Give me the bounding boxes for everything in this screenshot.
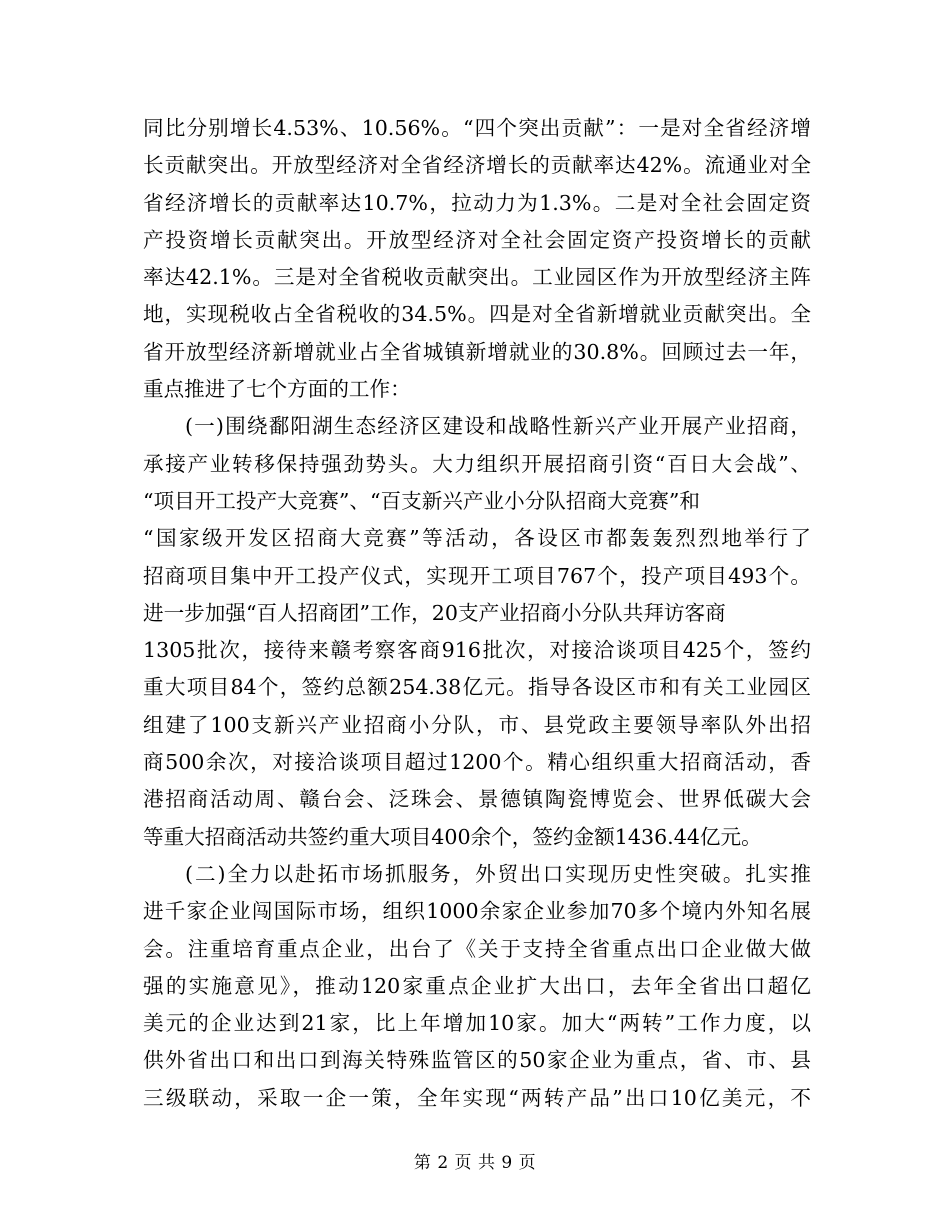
text-line: 招商项目集中开工投产仪式，实现开工项目767个，投产项目493个。 xyxy=(143,563,811,588)
document-body xyxy=(143,110,811,1117)
text-line: 进千家企业闯国际市场，组织1000余家企业参加70多个境内外知名展 xyxy=(143,899,811,924)
text-line: 美元的企业达到21家，比上年增加10家。加大“两转”工作力度，以 xyxy=(143,1011,811,1036)
text-line: 三级联动，采取一企一策，全年实现“两转产品”出口10亿美元，不 xyxy=(143,1085,811,1110)
text-line: 省经济增长的贡献率达10.7%，拉动力为1.3%。二是对全社会固定资 xyxy=(143,190,811,215)
text-line: 省开放型经济新增就业占全省城镇新增就业的30.8%。回顾过去一年， xyxy=(143,339,811,364)
page-number-footer: 第 2 页 共 9 页 xyxy=(413,1153,537,1173)
text-line: 会。注重培育重点企业，出台了《关于支持全省重点出口企业做大做 xyxy=(143,936,811,961)
text-line: 强的实施意见》，推动120家重点企业扩大出口，去年全省出口超亿 xyxy=(143,973,811,998)
text-line: 长贡献突出。开放型经济对全省经济增长的贡献率达42%。流通业对全 xyxy=(143,153,811,178)
text-line: 产投资增长贡献突出。开放型经济对全社会固定资产投资增长的贡献 xyxy=(143,227,811,252)
text-line: (一)围绕鄱阳湖生态经济区建设和战略性新兴产业开展产业招商， xyxy=(185,414,811,439)
text-line: 等重大招商活动共签约重大项目400余个，签约金额1436.44亿元。 xyxy=(143,824,762,849)
text-line: 重大项目84个，签约总额254.38亿元。指导各设区市和有关工业园区 xyxy=(143,675,811,700)
text-line: 组建了100支新兴产业招商小分队，市、县党政主要领导率队外出招 xyxy=(143,712,811,737)
text-line: 率达42.1%。三是对全省税收贡献突出。工业园区作为开放型经济主阵 xyxy=(143,265,811,290)
text-line: “项目开工投产大竞赛”、“百支新兴产业小分队招商大竞赛”和 xyxy=(143,488,700,513)
text-line: “国家级开发区招商大竞赛”等活动，各设区市都轰轰烈烈地举行了 xyxy=(143,526,811,551)
text-line: 港招商活动周、赣台会、泛珠会、景德镇陶瓷博览会、世界低碳大会 xyxy=(143,787,811,812)
text-line: 供外省出口和出口到海关特殊监管区的50家企业为重点，省、市、县 xyxy=(143,1048,811,1073)
text-line: 重点推进了七个方面的工作： xyxy=(143,377,411,402)
text-line: 进一步加强“百人招商团”工作，20支产业招商小分队共拜访客商 xyxy=(143,600,726,625)
text-line: 同比分别增长4.53%、10.56%。“四个突出贡献”：一是对全省经济增 xyxy=(143,116,811,140)
text-line: 承接产业转移保持强劲势头。大力组织开展招商引资“百日大会战”、 xyxy=(143,451,811,476)
text-line: (二)全力以赴拓市场抓服务，外贸出口实现历史性突破。扎实推 xyxy=(185,861,811,886)
text-line: 地，实现税收占全省税收的34.5%。四是对全省新增就业贡献突出。全 xyxy=(143,302,811,327)
text-line: 商500余次，对接洽谈项目超过1200个。精心组织重大招商活动，香 xyxy=(143,750,811,775)
text-line: 1305批次，接待来赣考察客商916批次，对接洽谈项目425个，签约 xyxy=(143,638,811,663)
